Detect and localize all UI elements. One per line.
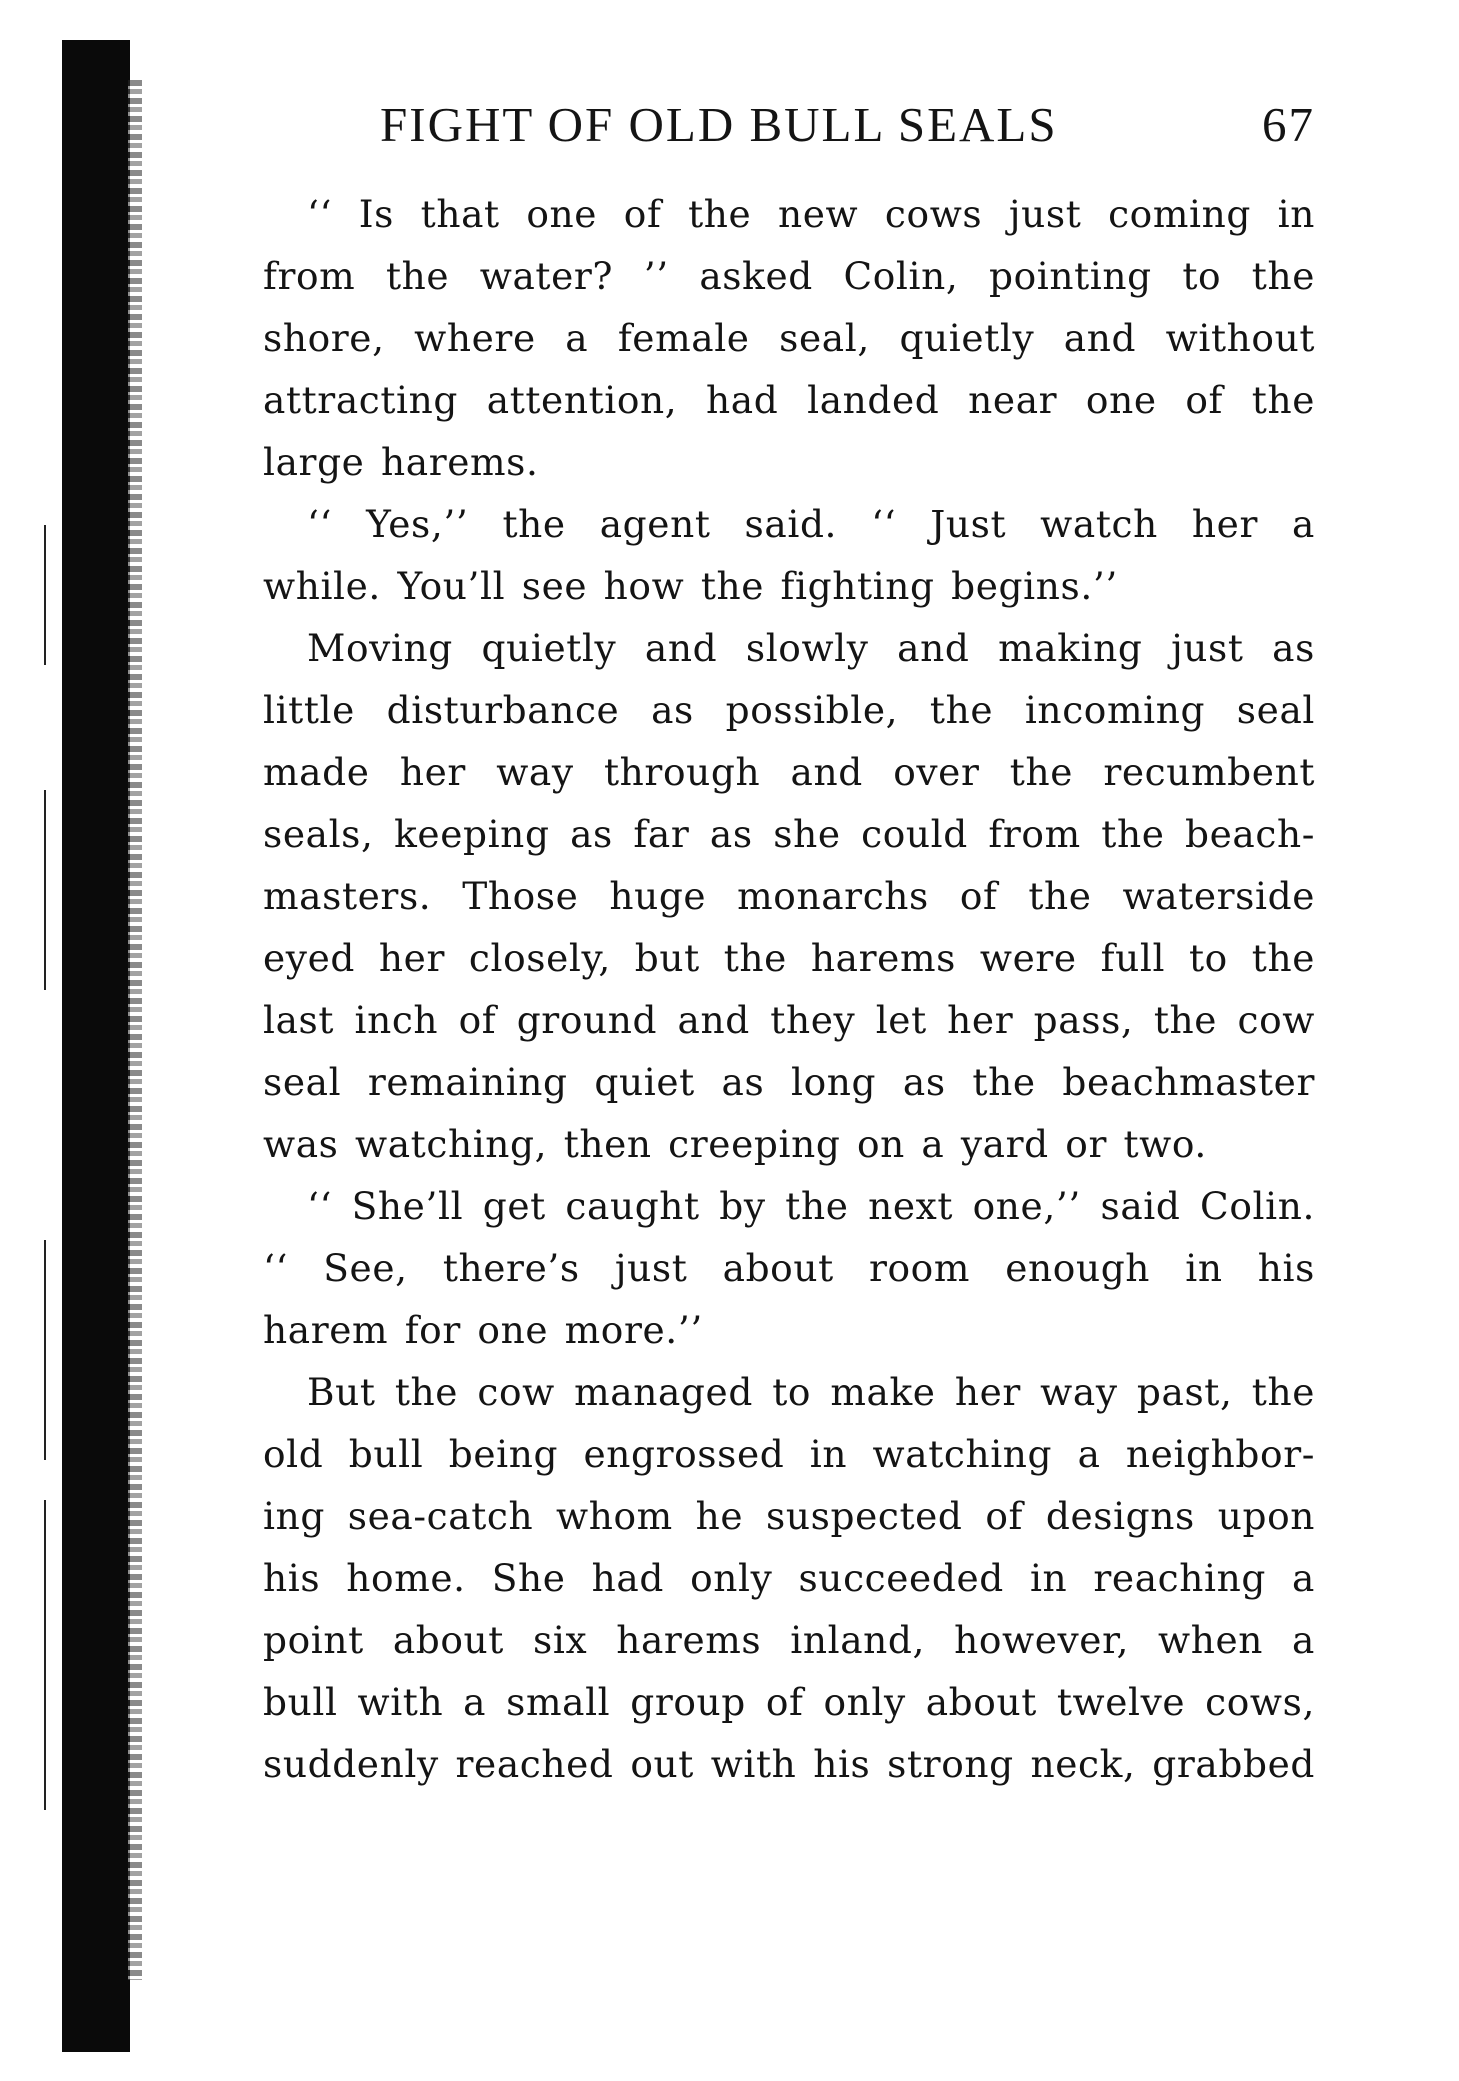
paragraph (263, 493, 1315, 617)
text-line: ‘‘ Is that one of the new cows just coming in (307, 192, 1315, 236)
text-line: But the cow managed to make her way past, the (307, 1370, 1315, 1414)
text-line: seals, keeping as far as she could from the beach- (263, 812, 1315, 856)
text-line: attracting attention, had landed near one of the (263, 378, 1315, 422)
text-line: was watching, then creeping on a yard or two. (263, 1122, 1207, 1166)
paragraph (263, 1175, 1315, 1361)
text-line: ‘‘ See, there’s just about room enough in his (263, 1246, 1315, 1290)
text-line: last inch of ground and they let her pass, the cow (263, 998, 1315, 1042)
text-line: from the water? ’’ asked Colin, pointing to the (263, 254, 1315, 298)
body-text (263, 183, 1315, 1795)
paragraph (263, 617, 1315, 1175)
page-number: 67 (1262, 97, 1315, 152)
text-line: large harems. (263, 440, 539, 484)
margin-mark (44, 1240, 46, 1460)
text-line: shore, where a female seal, quietly and without (263, 316, 1315, 360)
text-line: suddenly reached out with his strong neck, grabbed (263, 1742, 1315, 1786)
text-line: ‘‘ She’ll get caught by the next one,’’ said Colin. (307, 1184, 1315, 1228)
text-line: little disturbance as possible, the incoming seal (263, 688, 1315, 732)
text-line: seal remaining quiet as long as the beachmaster (263, 1060, 1315, 1104)
text-line: eyed her closely, but the harems were full to the (263, 936, 1315, 980)
text-line: Moving quietly and slowly and making just as (307, 626, 1315, 670)
margin-mark (44, 790, 46, 990)
paragraph (263, 183, 1315, 493)
text-line: ‘‘ Yes,’’ the agent said. ‘‘ Just watch her a (307, 502, 1315, 546)
text-line: masters. Those huge monarchs of the waterside (263, 874, 1315, 918)
running-title: FIGHT OF OLD BULL SEALS (380, 97, 1058, 152)
binding-shadow (62, 40, 130, 2052)
binding-edge (128, 80, 142, 1980)
text-line: while. You’ll see how the fighting begins.’’ (263, 564, 1118, 608)
text-line: ing sea-catch whom he suspected of designs upon (263, 1494, 1315, 1538)
text-line: made her way through and over the recumbent (263, 750, 1315, 794)
margin-mark (44, 525, 46, 665)
paragraph (263, 1361, 1315, 1795)
text-line: harem for one more.’’ (263, 1308, 703, 1352)
margin-mark (44, 1500, 46, 1810)
text-line: his home. She had only succeeded in reaching a (263, 1556, 1315, 1600)
text-line: point about six harems inland, however, when a (263, 1618, 1315, 1662)
text-line: bull with a small group of only about twelve cows, (263, 1680, 1315, 1724)
page-header (380, 95, 1315, 155)
text-line: old bull being engrossed in watching a neighbor- (263, 1432, 1315, 1476)
